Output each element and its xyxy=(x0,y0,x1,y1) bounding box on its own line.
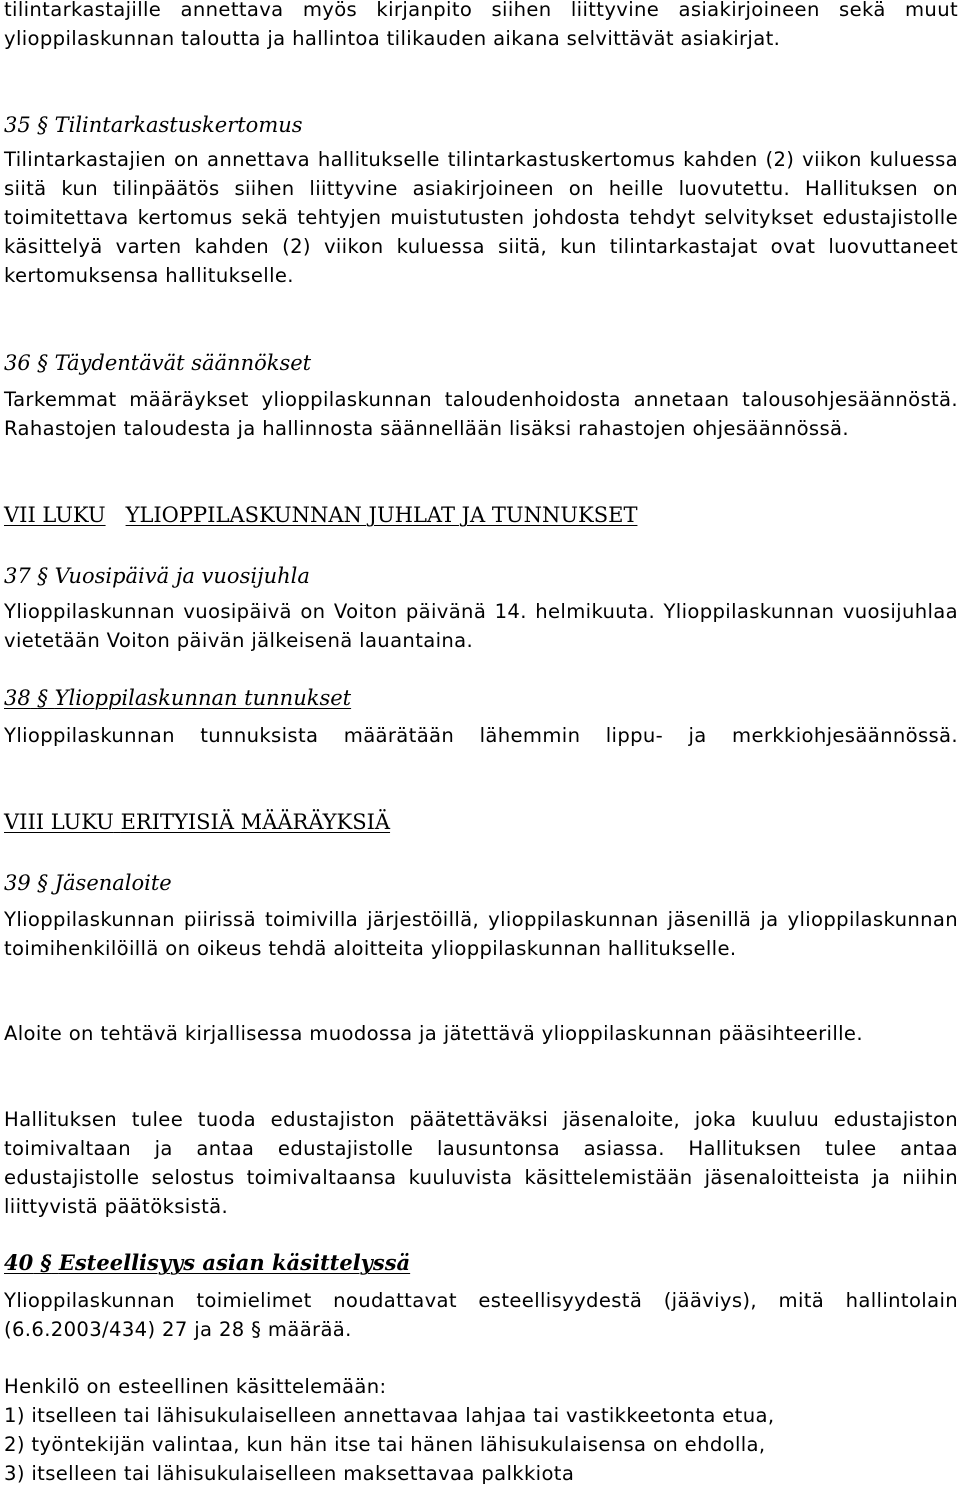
paragraph-member-initiative: Ylioppilaskunnan piirissä toimivilla järjestöillä, ylioppilaskunnan jäsenillä ja ylioppilaskunnan toimihenkilöillä on oikeus tehdä aloitteita ylioppilaskunnan hallitukselle. xyxy=(4,908,958,960)
section-title: Vuosipäivä ja vuosijuhla xyxy=(54,564,310,588)
section-number: 35 xyxy=(4,113,31,137)
section-number: 39 xyxy=(4,871,31,895)
paragraph-disqualification: Ylioppilaskunnan toimielimet noudattavat esteellisyydestä (jääviys), mitä hallintolain (6.6.2003/434) 27 ja 28 § määrää. xyxy=(4,1289,958,1341)
section-sign: § xyxy=(40,1250,52,1275)
section-40-heading xyxy=(4,1249,958,1277)
chapter-7-heading xyxy=(4,501,958,529)
section-35-heading xyxy=(4,111,958,139)
section-sign: § xyxy=(37,351,48,375)
list-intro: Henkilö on esteellinen käsittelemään: xyxy=(4,1375,387,1398)
section-39-heading xyxy=(4,869,958,897)
paragraph-audit-report: Tilintarkastajien on annettava hallitukselle tilintarkastuskertomus kahden (2) viikon kuluessa siitä kun tilinpäätös siihen liittyvine asiakirjoineen on heille luovutettu. Hallituksen on toimitettava kertomus sekä tehtyjen muistutusten johdosta tehdyt selvitykset edustajistolle käsittelyä varten kahden (2) viikon kuluessa siitä, kun tilintarkastajat ovat luovuttaneet kertomuksensa hallitukselle. xyxy=(4,148,958,287)
paragraph-insignia xyxy=(4,722,958,751)
section-number: 36 xyxy=(4,351,31,375)
chapter-title: ERITYISIÄ MÄÄRÄYKSIÄ xyxy=(120,810,391,834)
section-38-heading xyxy=(4,684,958,712)
section-title: Esteellisyys asian käsittelyssä xyxy=(58,1250,411,1275)
chapter-title: YLIOPPILASKUNNAN JUHLAT JA TUNNUKSET xyxy=(125,503,638,527)
section-title: Ylioppilaskunnan tunnukset xyxy=(54,686,352,710)
chapter-label: VII LUKU xyxy=(4,503,106,527)
chapter-8-heading xyxy=(4,808,958,836)
section-37-heading xyxy=(4,562,958,590)
section-sign: § xyxy=(37,113,48,137)
paragraph-initiative-form: Aloite on tehtävä kirjallisessa muodossa ja jätettävä ylioppilaskunnan pääsihteerille. xyxy=(4,1022,863,1045)
list-item: 1) itselleen tai lähisukulaiselleen annettavaa lahjaa tai vastikkeetonta etua, xyxy=(4,1403,775,1427)
section-number: 37 xyxy=(4,564,31,588)
section-title: Täydentävät säännökset xyxy=(54,351,312,375)
list-item: 2) työntekijän valintaa, kun hän itse tai hänen lähisukulaisensa on ehdolla, xyxy=(4,1432,766,1456)
paragraph-initiative-handling: Hallituksen tulee tuoda edustajiston päätettäväksi jäsenaloite, joka kuuluu edustajiston toimivaltaan ja antaa edustajistolle lausuntonsa asiassa. Hallituksen tulee antaa edustajistolle selostus toimivaltaansa kuuluvista käsittelemistään jäsenaloitteista ja niihin liittyvistä päätöksistä. xyxy=(4,1108,958,1218)
list-item: 3) itselleen tai lähisukulaiselleen maksettavaa palkkiota xyxy=(4,1461,575,1485)
section-sign: § xyxy=(37,564,48,588)
paragraph-anniversary: Ylioppilaskunnan vuosipäivä on Voiton päivänä 14. helmikuuta. Ylioppilaskunnan vuosijuhlaa vietetään Voiton päivän jälkeisenä lauantaina. xyxy=(4,600,958,652)
chapter-label: VIII LUKU xyxy=(4,810,114,834)
paragraph-supplementary-rules: Tarkemmat määräykset ylioppilaskunnan taloudenhoidosta annetaan talousohjesäännöstä. Rahastojen taloudesta ja hallinnosta säännellään lisäksi rahastojen ohjesäännössä. xyxy=(4,388,958,440)
section-number: 40 xyxy=(4,1250,34,1275)
section-number: 38 xyxy=(4,686,31,710)
section-title: Jäsenaloite xyxy=(54,871,172,895)
paragraph-audit-documents: tilintarkastajille annettava myös kirjanpito siihen liittyvine asiakirjoineen sekä muut ylioppilaskunnan taloutta ja hallintoa tilikauden aikana selvittävät asiakirjat. xyxy=(4,0,958,50)
section-sign: § xyxy=(37,871,48,895)
paragraph-insignia-text: Ylioppilaskunnan tunnuksista määrätään lähemmin lippu- ja merkkiohjesäännössä. xyxy=(4,724,958,747)
disqualification-list xyxy=(4,1373,958,1489)
section-sign: § xyxy=(37,686,48,710)
section-36-heading xyxy=(4,349,958,377)
section-title: Tilintarkastuskertomus xyxy=(54,113,303,137)
